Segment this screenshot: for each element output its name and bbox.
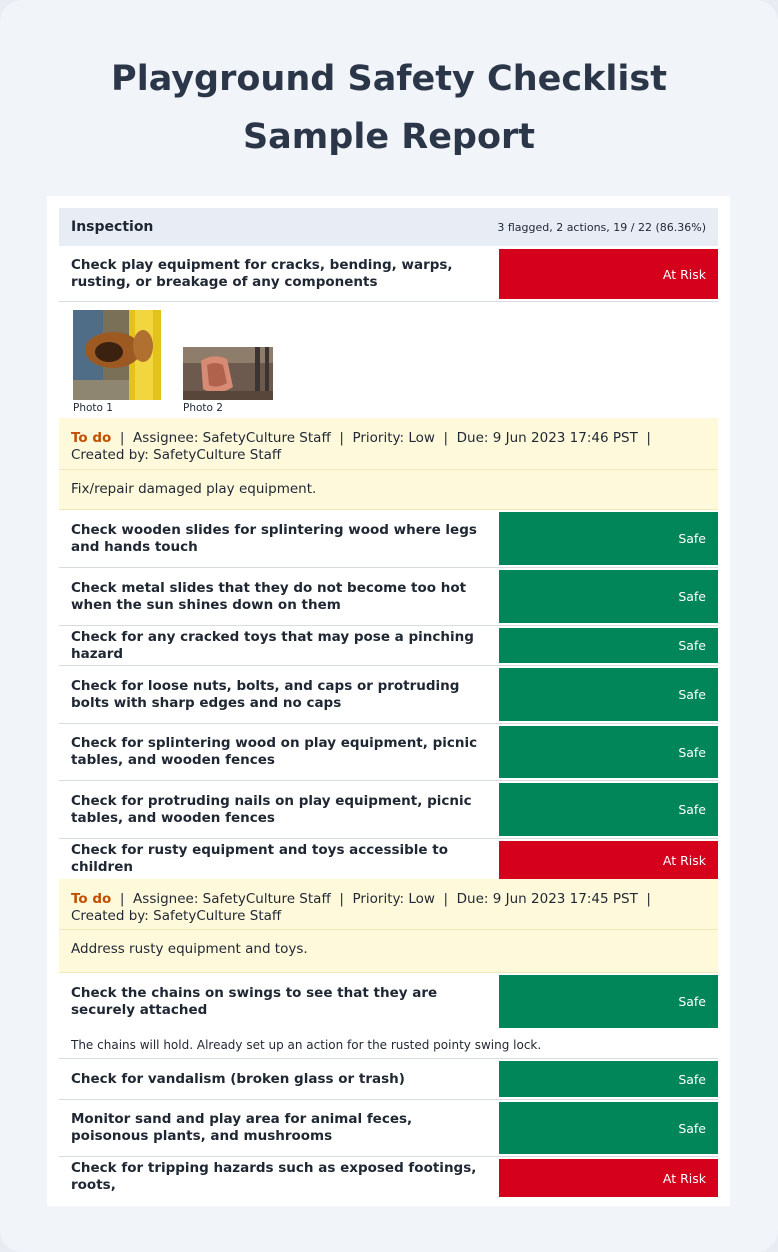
action-card[interactable] bbox=[59, 418, 718, 510]
item-question: Check for tripping hazards such as exposed footings, roots, bbox=[71, 1160, 477, 1193]
checklist-item bbox=[59, 568, 718, 626]
photo-caption: Photo 1 bbox=[73, 402, 113, 414]
response-badge[interactable]: Safe bbox=[499, 512, 718, 565]
item-question: Check for any cracked toys that may pose a pinching hazard bbox=[71, 628, 474, 662]
item-question: Check for rusty equipment and toys accessible to children bbox=[71, 842, 449, 875]
item-question: Check metal slides that they do not become too hot when the sun shines down on them bbox=[71, 579, 467, 613]
checklist-item bbox=[59, 1059, 718, 1100]
action-card[interactable] bbox=[59, 879, 718, 973]
page-title: Playground Safety Checklist Sample Report bbox=[111, 59, 667, 157]
action-details: | Assignee: SafetyCulture Staff | Priority: Low | Due: 9 Jun 2023 17:45 PST | Created by: SafetyCulture Staff bbox=[71, 891, 660, 924]
checklist-item bbox=[59, 781, 718, 839]
checklist-item bbox=[59, 666, 718, 724]
response-badge[interactable]: At Risk bbox=[499, 841, 718, 879]
report-panel bbox=[47, 196, 730, 1206]
action-description: Fix/repair damaged play equipment. bbox=[71, 481, 317, 497]
checklist-item bbox=[59, 246, 718, 302]
checklist-item bbox=[59, 1100, 718, 1157]
item-question: Check for loose nuts, bolts, and caps or protruding bolts with sharp edges and no caps bbox=[71, 677, 460, 711]
response-badge[interactable]: Safe bbox=[499, 570, 718, 623]
section-title: Inspection bbox=[71, 219, 154, 235]
response-badge[interactable]: Safe bbox=[499, 1102, 718, 1154]
response-badge[interactable]: Safe bbox=[499, 783, 718, 836]
inspection-summary: 3 flagged, 2 actions, 19 / 22 (86.36%) bbox=[497, 220, 706, 234]
photo-1-image bbox=[73, 310, 161, 400]
item-question: Monitor sand and play area for animal feces, poisonous plants, and mushrooms bbox=[71, 1111, 413, 1144]
response-badge[interactable]: At Risk bbox=[499, 249, 718, 299]
checklist-item bbox=[59, 1157, 718, 1197]
checklist-item bbox=[59, 973, 718, 1030]
item-note: The chains will hold. Already set up an action for the rusted pointy swing lock. bbox=[59, 1030, 718, 1059]
checklist-item bbox=[59, 839, 718, 879]
response-badge[interactable]: At Risk bbox=[499, 1159, 718, 1197]
item-question: Check for splintering wood on play equipment, picnic tables, and wooden fences bbox=[71, 735, 478, 768]
response-badge[interactable]: Safe bbox=[499, 628, 718, 663]
action-status: To do bbox=[71, 430, 112, 446]
item-question: Check wooden slides for splintering wood where legs and hands touch bbox=[71, 521, 477, 555]
action-meta bbox=[59, 418, 718, 470]
photo-2[interactable] bbox=[183, 347, 273, 414]
item-question: Check play equipment for cracks, bending, warps, rusting, or breakage of any components bbox=[71, 256, 453, 290]
response-badge[interactable]: Safe bbox=[499, 975, 718, 1028]
checklist-item bbox=[59, 510, 718, 568]
action-meta bbox=[59, 879, 718, 930]
checklist-item bbox=[59, 724, 718, 781]
item-question: Check the chains on swings to see that they are securely attached bbox=[71, 984, 438, 1018]
response-badge[interactable]: Safe bbox=[499, 1061, 718, 1097]
checklist-item bbox=[59, 626, 718, 666]
photo-2-image bbox=[183, 347, 273, 400]
photo-caption: Photo 2 bbox=[183, 402, 223, 414]
photo-gallery bbox=[59, 302, 718, 418]
action-details: | Assignee: SafetyCulture Staff | Priority: Low | Due: 9 Jun 2023 17:46 PST | Created by: SafetyCulture Staff bbox=[71, 430, 660, 463]
photo-1[interactable] bbox=[73, 310, 161, 414]
action-description: Address rusty equipment and toys. bbox=[71, 941, 308, 957]
item-question: Check for vandalism (broken glass or trash) bbox=[71, 1070, 405, 1087]
item-question: Check for protruding nails on play equipment, picnic tables, and wooden fences bbox=[71, 792, 472, 826]
action-status: To do bbox=[71, 891, 112, 907]
response-badge[interactable]: Safe bbox=[499, 668, 718, 721]
response-badge[interactable]: Safe bbox=[499, 726, 718, 778]
inspection-header bbox=[59, 208, 718, 246]
